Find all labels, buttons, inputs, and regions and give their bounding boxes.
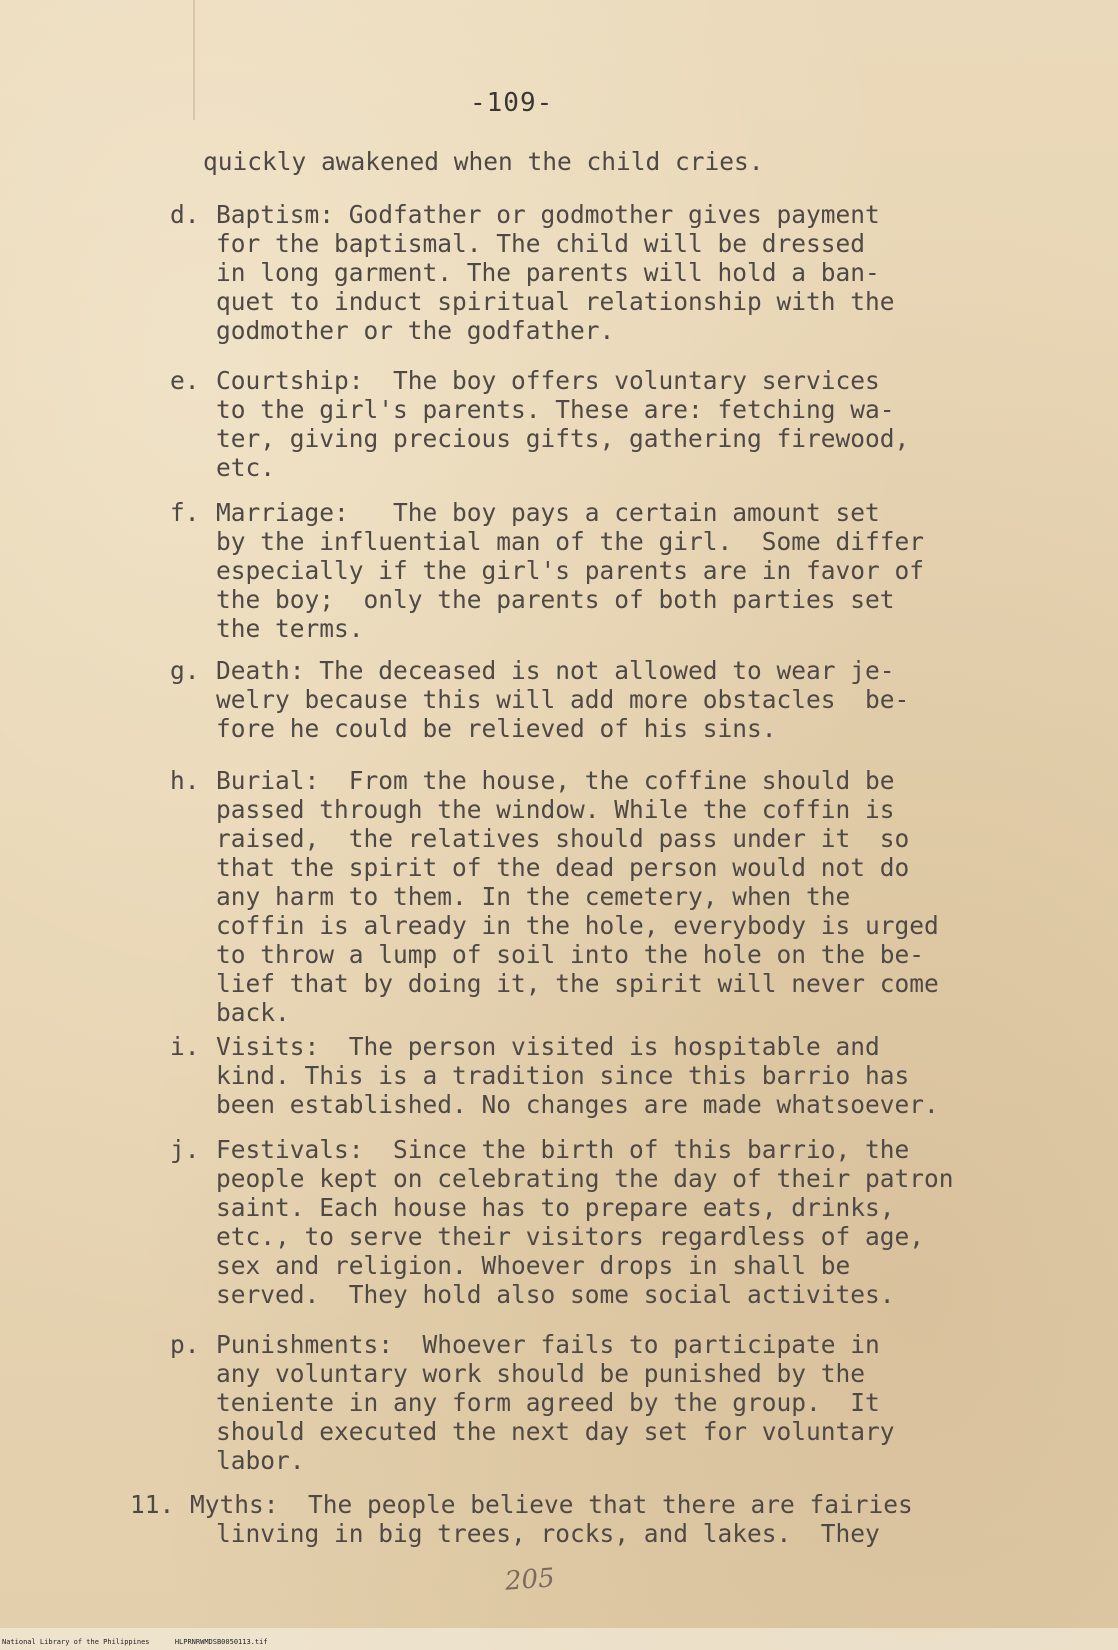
item-p-line-2: any voluntary work should be punished by the [216,1359,866,1388]
section-11-line-1: Myths: The people believe that there are fairies [190,1490,913,1519]
item-h-line-4: that the spirit of the dead person would not do [216,853,910,882]
item-p-label: p. [170,1330,200,1359]
item-p-line-1: Punishments: Whoever fails to participate in [216,1330,880,1359]
item-d-line-4: quet to induct spiritual relationship with the [216,287,895,316]
item-e-line-4: etc. [216,453,276,482]
item-g-line-2: welry because this will add more obstacles be- [216,685,910,714]
section-11-line-2: linving in big trees, rocks, and lakes. They [216,1519,880,1548]
item-e-label: e. [170,366,200,395]
item-h-line-7: to throw a lump of soil into the hole on the be- [216,940,925,969]
section-11-label: 11. [130,1490,175,1519]
item-j-line-1: Festivals: Since the birth of this barrio, the [216,1135,910,1164]
item-g-line-1: Death: The deceased is not allowed to wear je- [216,656,895,685]
item-h-line-6: coffin is already in the hole, everybody is urged [216,911,939,940]
item-h-line-1: Burial: From the house, the coffine should be [216,766,895,795]
item-p-line-3: teniente in any form agreed by the group. It [216,1388,880,1417]
item-i-line-2: kind. This is a tradition since this barrio has [216,1061,910,1090]
item-e-line-3: ter, giving precious gifts, gathering firewood, [216,424,910,453]
item-p-line-5: labor. [216,1446,305,1475]
item-e-line-1: Courtship: The boy offers voluntary services [216,366,880,395]
item-j-line-5: sex and religion. Whoever drops in shall be [216,1251,851,1280]
item-j-line-6: served. They hold also some social activites. [216,1280,895,1309]
footer-bar [0,1628,1118,1650]
item-f-label: f. [170,498,200,527]
item-f-line-1: Marriage: The boy pays a certain amount set [216,498,880,527]
item-j-label: j. [170,1135,200,1164]
item-j-line-2: people kept on celebrating the day of their patron [216,1164,954,1193]
item-h-line-8: lief that by doing it, the spirit will never come [216,969,939,998]
item-d-line-5: godmother or the godfather. [216,316,615,345]
item-f-line-3: especially if the girl's parents are in favor of [216,556,925,585]
footer-file-name: HLPRNRWMDSB0050113.tif [174,1638,268,1646]
item-j-line-3: saint. Each house has to prepare eats, drinks, [216,1193,895,1222]
item-f-line-2: by the influential man of the girl. Some differ [216,527,925,556]
item-h-line-9: back. [216,998,290,1027]
item-f-line-5: the terms. [216,614,364,643]
footer-library-name: National Library of the Philippines [2,1638,150,1646]
item-h-line-2: passed through the window. While the coffin is [216,795,895,824]
footer-text [2,1638,268,1646]
item-p-line-4: should executed the next day set for voluntary [216,1417,895,1446]
handwritten-page-number: 205 [504,1563,556,1597]
item-g-line-3: fore he could be relieved of his sins. [216,714,777,743]
page-number: -109- [470,88,554,118]
intro-line-1: quickly awakened when the child cries. [203,147,764,176]
item-i-label: i. [170,1032,200,1061]
item-d-line-2: for the baptismal. The child will be dressed [216,229,866,258]
item-d-line-1: Baptism: Godfather or godmother gives payment [216,200,880,229]
item-j-line-4: etc., to serve their visitors regardless of age, [216,1222,925,1251]
paper-fold-mark [193,0,195,120]
item-h-label: h. [170,766,200,795]
item-e-line-2: to the girl's parents. These are: fetching wa- [216,395,895,424]
item-d-line-3: in long garment. The parents will hold a ban- [216,258,880,287]
item-f-line-4: the boy; only the parents of both parties set [216,585,895,614]
item-h-line-3: raised, the relatives should pass under it so [216,824,910,853]
item-h-line-5: any harm to them. In the cemetery, when the [216,882,851,911]
item-d-label: d. [170,200,200,229]
item-i-line-1: Visits: The person visited is hospitable and [216,1032,880,1061]
item-g-label: g. [170,656,200,685]
item-i-line-3: been established. No changes are made whatsoever. [216,1090,939,1119]
